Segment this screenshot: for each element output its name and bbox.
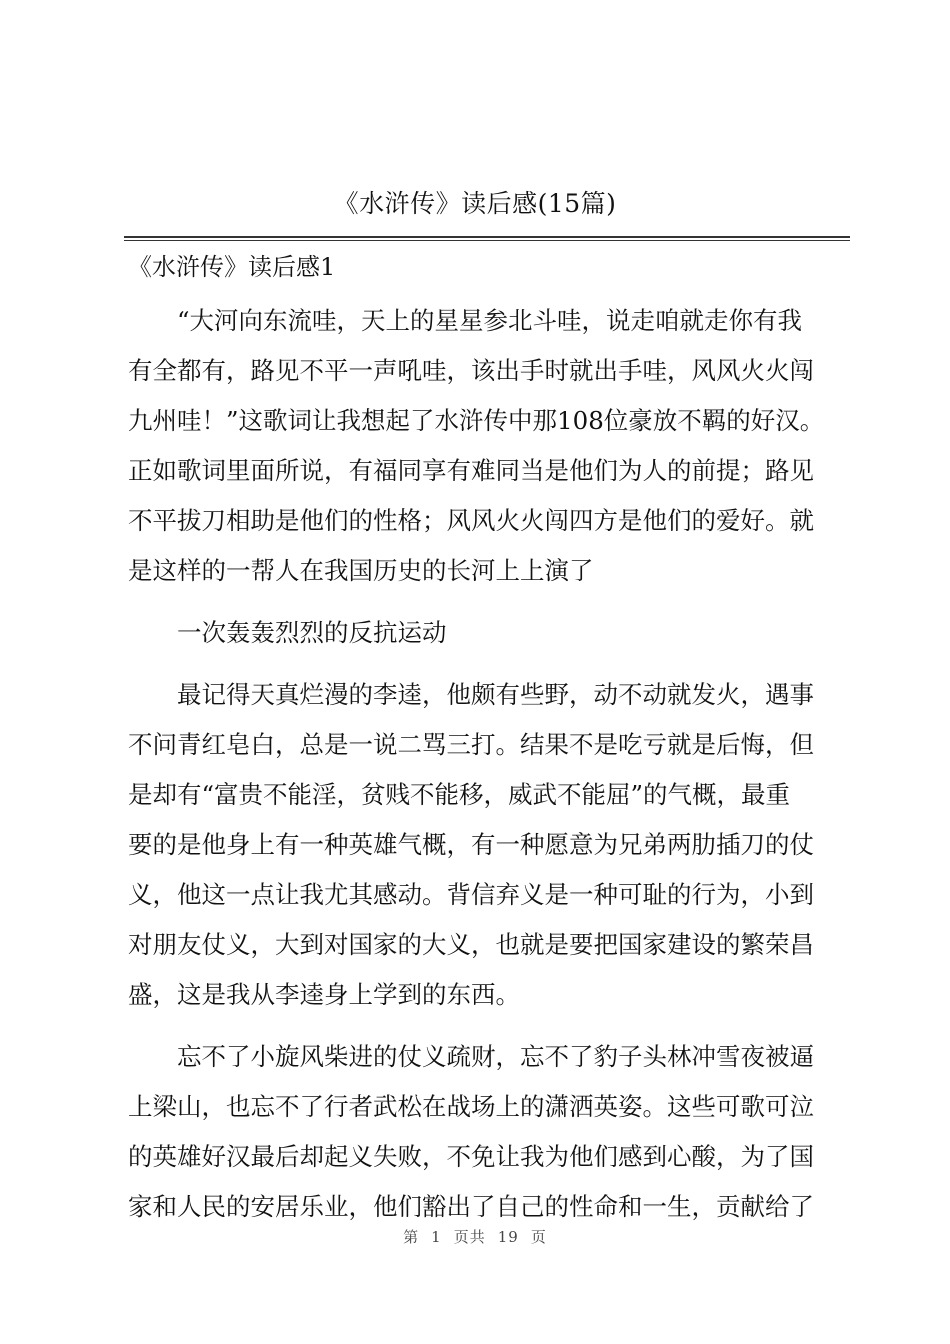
section-heading: 《水浒传》读后感1 (128, 253, 336, 281)
paragraph-2 (128, 608, 850, 658)
footer-prefix: 第 (403, 1228, 420, 1246)
paragraph-line: 要的是他身上有一种英雄气概，有一种愿意为兄弟两肋插刀的仗 (128, 830, 814, 859)
paragraph-line: 义，他这一点让我尤其感动。背信弃义是一种可耻的行为，小到 (128, 880, 814, 909)
paragraph-line: 是却有“富贵不能淫，贫贱不能移，威武不能屈”的气概，最重 (128, 780, 791, 809)
title-underline-rule (124, 236, 850, 241)
document-body (128, 248, 850, 1232)
footer-current-page: 1 (431, 1228, 442, 1246)
paragraph-line: 不问青红皂白，总是一说二骂三打。结果不是吃亏就是后悔，但 (128, 730, 814, 759)
paragraph-3 (128, 670, 850, 1020)
paragraph-line: 不平拔刀相助是他们的性格；风风火火闯四方是他们的爱好。就 (128, 506, 814, 535)
paragraph-line: 对朋友仗义，大到对国家的大义，也就是要把国家建设的繁荣昌 (128, 930, 814, 959)
paragraph-line: 家和人民的安居乐业，他们豁出了自己的性命和一生，贡献给了 (128, 1192, 814, 1221)
paragraph-4 (128, 1032, 850, 1232)
paragraph-line: 正如歌词里面所说，有福同享有难同当是他们为人的前提；路见 (128, 456, 814, 485)
footer-suffix: 页 (530, 1228, 547, 1246)
paragraph-line: “大河向东流哇，天上的星星参北斗哇，说走咱就走你有我 (177, 306, 803, 335)
document-title: 《水浒传》读后感(15篇) (333, 189, 617, 218)
paragraph-line: 忘不了小旋风柴进的仗义疏财，忘不了豹子头林冲雪夜被逼 (177, 1042, 814, 1071)
paragraph-line: 最记得天真烂漫的李逵，他颇有些野，动不动就发火，遇事 (177, 680, 814, 709)
footer-total-pages: 19 (497, 1228, 519, 1246)
paragraph-line: 上梁山，也忘不了行者武松在战场上的潇洒英姿。这些可歌可泣 (128, 1092, 814, 1121)
paragraph-line: 盛，这是我从李逵身上学到的东西。 (128, 980, 520, 1009)
paragraph-line: 有全都有，路见不平一声吼哇，该出手时就出手哇，风风火火闯 (128, 356, 814, 385)
paragraph-line: 九州哇！”这歌词让我想起了水浒传中那108位豪放不羁的好汉。 (128, 406, 825, 435)
footer-middle: 页共 (453, 1228, 486, 1246)
page-footer (0, 1226, 950, 1247)
paragraph-1 (128, 296, 850, 596)
paragraph-line: 一次轰轰烈烈的反抗运动 (177, 618, 447, 647)
paragraph-line: 是这样的一帮人在我国历史的长河上上演了 (128, 556, 594, 585)
paragraph-line: 的英雄好汉最后却起义失败，不免让我为他们感到心酸，为了国 (128, 1142, 814, 1171)
